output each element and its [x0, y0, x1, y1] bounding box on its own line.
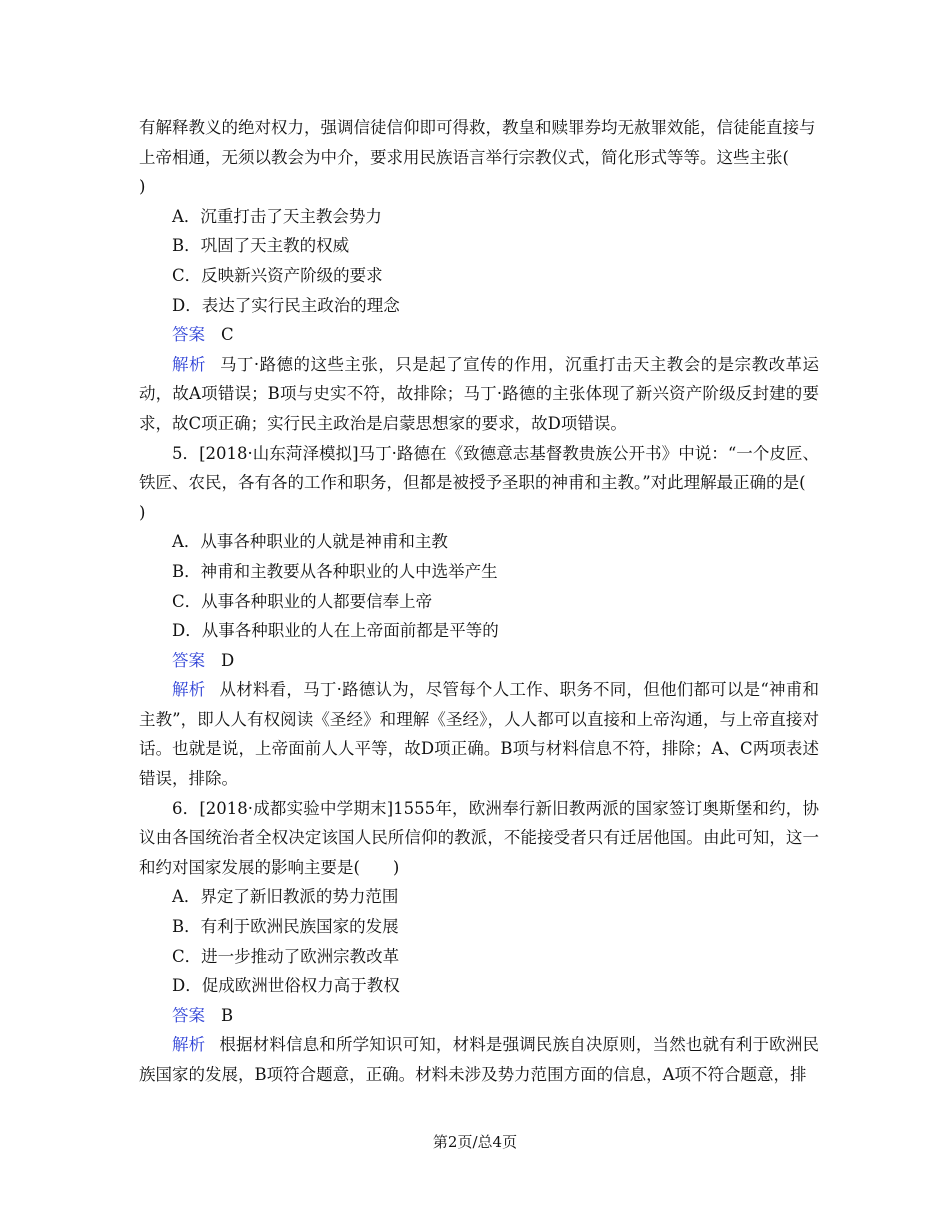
intro-line-2: 上帝相通，无须以教会为中介，要求用民族语言举行宗教仪式，简化形式等等。这些主张(: [139, 147, 789, 167]
q5-option-a: A．从事各种职业的人就是神甫和主教: [172, 532, 448, 552]
q6-option-d: D．促成欧洲世俗权力高于教权: [172, 976, 400, 996]
answer-value: D: [221, 650, 235, 670]
q5-stem: [139, 439, 819, 528]
intro-paragraph: [139, 113, 819, 202]
q6-stem: 6．[2018·成都实验中学期末]1555年，欧洲奉行新旧教两派的国家签订奥斯堡和约，协议由各国统治者全权决定该国人民所信仰的教派，不能接受者只有迁居他国。由此可知，这一和约对国家发展的影响主要是( ): [139, 798, 819, 877]
answer-value: C: [221, 325, 234, 345]
q5-option-b: B．神甫和主教要从各种职业的人中选举产生: [172, 561, 498, 581]
explanation-text: 根据材料信息和所学知识可知，材料是强调民族自决原则，当然也就有利于欧洲民族国家的发展，B项符合题意，正确。材料未涉及势力范围方面的信息，A项不符合题意，排: [139, 1035, 820, 1084]
answer-label: 答案: [172, 1005, 205, 1025]
q5-stem-end: ): [139, 502, 146, 522]
explanation-label: 解析: [172, 1035, 206, 1055]
q5-option-c: C．从事各种职业的人都要信奉上帝: [172, 591, 433, 611]
q5-answer: [139, 646, 819, 676]
explanation-text: 从材料看，马丁·路德认为，尽管每个人工作、职务不同，但他们都可以是“神甫和主教”，即人人有权阅读《圣经》和理解《圣经》，人人都可以直接和上帝沟通，与上帝直接对话。也就是说，上帝面前人人平等，故D项正确。B项与材料信息不符，排除；A、C两项表述错误，排除。: [139, 680, 819, 789]
q6-explanation: [139, 1030, 819, 1089]
q5-option-d: D．从事各种职业的人在上帝面前都是平等的: [172, 621, 499, 641]
q6-option-c: C．进一步推动了欧洲宗教改革: [172, 946, 400, 966]
q6-answer: [139, 1001, 819, 1031]
answer-label: 答案: [172, 650, 205, 670]
q6-option-a: A．界定了新旧教派的势力范围: [172, 887, 399, 907]
q4-option-d: D．表达了实行民主政治的理念: [172, 295, 400, 315]
page-content: [139, 113, 819, 1090]
q4-answer: [139, 320, 819, 350]
q6-option-b: B．有利于欧洲民族国家的发展: [172, 917, 399, 937]
q5-explanation: [139, 675, 819, 793]
q4-option-b: B．巩固了天主教的权威: [172, 236, 350, 256]
q4-option-a: A．沉重打击了天主教会势力: [172, 206, 382, 226]
explanation-text: 马丁·路德的这些主张，只是起了宣传的作用，沉重打击天主教会的是宗教改革运动，故A项错误；B项与史实不符，故排除；马丁·路德的主张体现了新兴资产阶级反封建的要求，故C项正确；实行民主政治是启蒙思想家的要求，故D项错误。: [139, 354, 819, 433]
explanation-label: 解析: [172, 354, 206, 374]
answer-label: 答案: [172, 325, 205, 345]
answer-value: B: [221, 1005, 234, 1025]
q4-option-c: C．反映新兴资产阶级的要求: [172, 265, 383, 285]
q4-explanation: [139, 350, 819, 439]
page-footer: 第2页/总4页: [432, 1133, 518, 1151]
intro-line-3: ): [139, 177, 146, 197]
intro-line-1: 有解释教义的绝对权力，强调信徒信仰即可得救，教皇和赎罪券均无赦罪效能，信徒能直接与: [139, 118, 816, 137]
q5-stem-text: 5．[2018·山东菏泽模拟]马丁·路德在《致德意志基督教贵族公开书》中说：“一个皮匠、铁匠、农民，各有各的工作和职务，但都是被授予圣职的神甫和主教。”对此理解最正确的是(: [139, 443, 819, 493]
explanation-label: 解析: [172, 680, 206, 700]
